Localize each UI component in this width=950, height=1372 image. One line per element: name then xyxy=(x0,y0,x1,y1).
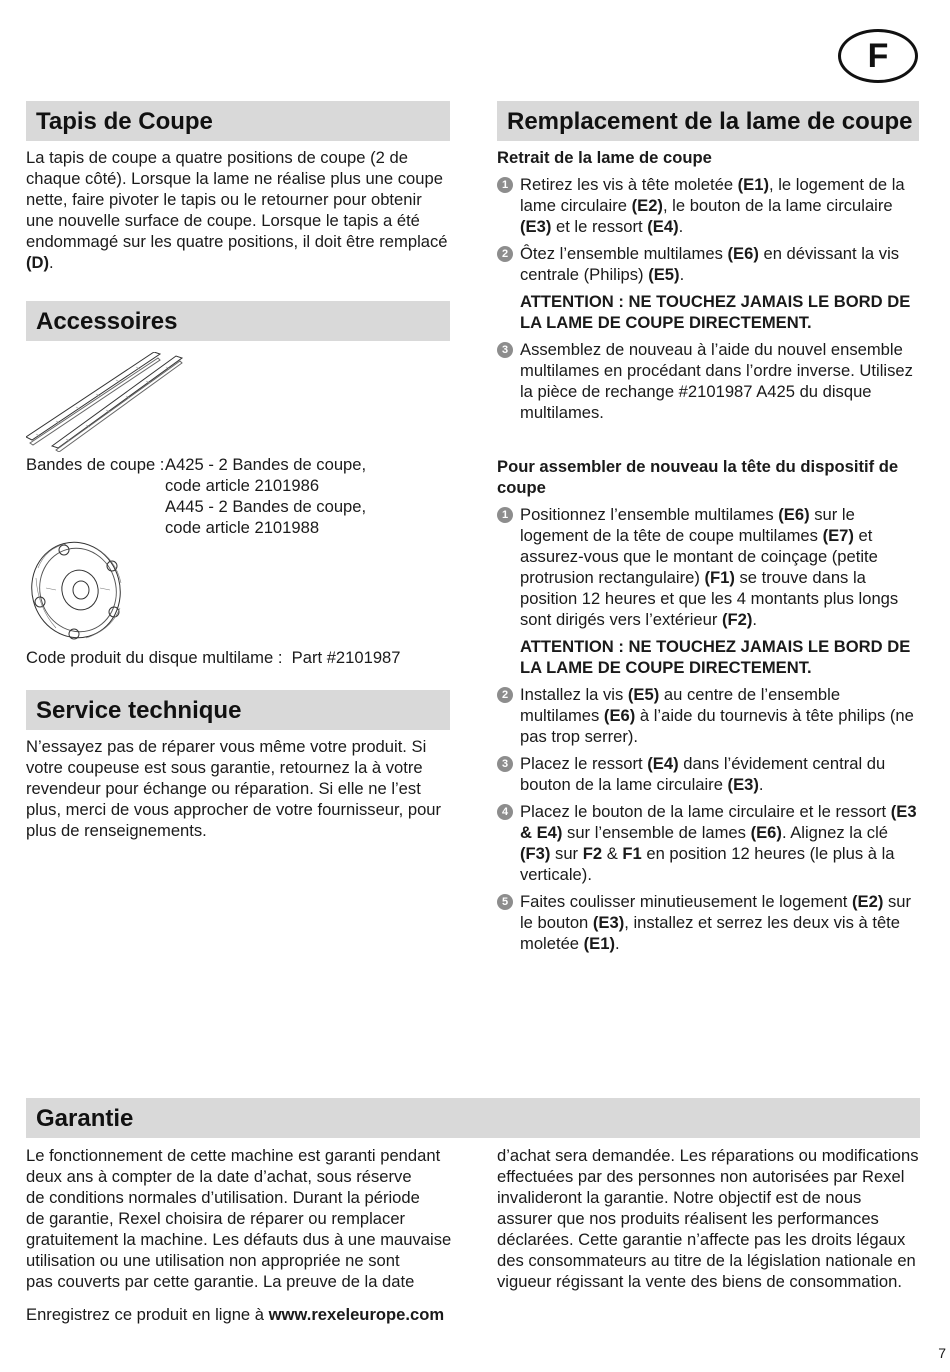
garantie-line: de conditions normales d’utilisation. Durant la période xyxy=(26,1188,420,1207)
step-number-icon: 3 xyxy=(497,342,513,358)
step-number-icon: 2 xyxy=(497,246,513,262)
step-number-icon: 5 xyxy=(497,894,513,910)
multiblade-disc-illustration xyxy=(26,538,126,642)
step-number-icon: 2 xyxy=(497,687,513,703)
garantie-line: assurer que nos produits réalisent les performances xyxy=(497,1209,879,1228)
tapis-ref: (D) xyxy=(26,253,50,272)
service-title: Service technique xyxy=(36,696,242,724)
retrait-step-2: 2 Ôtez l’ensemble multilames (E6) en dévissant la vis centrale (Philips) (E5). xyxy=(497,243,919,285)
garantie-line: invalideront la garantie. Notre objectif est de nous xyxy=(497,1188,862,1207)
retrait-step-3: 3 Assemblez de nouveau à l’aide du nouvel ensemble multilames en procédant dans l’ordre inverse. Utilisez la pièce de rechange #2101987 A425 du disque multilames. xyxy=(497,339,919,423)
cutting-strips-illustration xyxy=(26,352,186,452)
garantie-title: Garantie xyxy=(36,1104,134,1132)
accessoires-title: Accessoires xyxy=(36,307,178,335)
register-line xyxy=(26,1304,466,1325)
assembler-warning: ATTENTION : NE TOUCHEZ JAMAIS LE BORD DE LA LAME DE COUPE DIRECTEMENT. xyxy=(520,637,911,677)
register-text: Enregistrez ce produit en ligne à xyxy=(26,1305,269,1324)
garantie-line: Le fonctionnement de cette machine est garanti pendant xyxy=(26,1146,441,1165)
retrait-warning: ATTENTION : NE TOUCHEZ JAMAIS LE BORD DE LA LAME DE COUPE DIRECTEMENT. xyxy=(520,292,911,332)
bandes-label: Bandes de coupe : xyxy=(26,455,165,474)
garantie-line: déclarées. Cette garantie n’affecte pas les droits légaux xyxy=(497,1230,906,1249)
garantie-line: pas couverts par cette garantie. La preuve de la date xyxy=(26,1272,415,1291)
bandes-line-4 xyxy=(26,517,450,538)
accessoires-heading xyxy=(26,301,450,341)
left-column xyxy=(26,101,450,841)
assembler-subtitle: Pour assembler de nouveau la tête du dispositif de coupe xyxy=(497,457,899,497)
assembler-step-4: 4 Placez le bouton de la lame circulaire et le ressort (E3 & E4) sur l’ensemble de lames (E6). Alignez la clé (F3) sur F2 & F1 en position 12 heures (le plus à la verticale). xyxy=(497,801,919,885)
language-badge-letter: F xyxy=(867,36,889,75)
bandes-block xyxy=(26,454,450,538)
garantie-line: utilisation ou une utilisation non appropriée ne sont xyxy=(26,1251,400,1270)
assembler-step-2: 2 Installez la vis (E5) au centre de l’ensemble multilames (E6) à l’aide du tournevis à tête philips (ne pas trop serrer). xyxy=(497,684,919,747)
garantie-line: effectuées par des personnes non autorisées par Rexel xyxy=(497,1167,905,1186)
bandes-line-2 xyxy=(26,475,450,496)
tapis-title: Tapis de Coupe xyxy=(36,107,213,135)
garantie-line: des consommateurs au titre de la législation nationale en xyxy=(497,1251,916,1270)
bandes-value-2: code article 2101986 xyxy=(165,476,320,495)
step-number-icon: 4 xyxy=(497,804,513,820)
tapis-text: La tapis de coupe a quatre positions de coupe (2 de chaque côté). Lorsque la lame ne réalise plus une coupe nette, faire pivoter le tapis ou le retourner pour obtenir une nouvelle surface de coupe. Lorsque le tapis a été endommagé sur les quatre positions, il doit être remplacé xyxy=(26,148,448,251)
service-paragraph: N’essayez pas de réparer vous même votre produit. Si votre coupeuse est sous garantie, retournez la à votre revendeur pour échange ou réparation. Si elle ne l’est plus, merci de vous approcher de votre fournisseur, pour plus de renseignements. xyxy=(26,737,442,840)
page-number: 7 xyxy=(938,1345,946,1361)
bandes-line-1 xyxy=(26,454,450,475)
right-column xyxy=(497,101,919,954)
retrait-step-1: 1 Retirez les vis à tête moletée (E1), le logement de la lame circulaire (E2), le bouton de la lame circulaire (E3) et le ressort (E4). xyxy=(497,174,919,237)
step-number-icon: 3 xyxy=(497,756,513,772)
remplacement-heading xyxy=(497,101,919,141)
bandes-line-3 xyxy=(26,496,450,517)
bandes-value-4: code article 2101988 xyxy=(165,518,320,537)
garantie-left xyxy=(26,1145,466,1325)
assembler-step-5: 5 Faites coulisser minutieusement le logement (E2) sur le bouton (E3), installez et serrez les deux vis à tête moletée (E1). xyxy=(497,891,919,954)
garantie-right xyxy=(497,1145,919,1292)
tapis-heading xyxy=(26,101,450,141)
step-number-icon: 1 xyxy=(497,507,513,523)
bandes-value-3: A445 - 2 Bandes de coupe, xyxy=(165,497,367,516)
garantie-line: d’achat sera demandée. Les réparations ou modifications xyxy=(497,1146,919,1165)
bandes-value-1: A425 - 2 Bandes de coupe, xyxy=(165,455,367,474)
retrait-subtitle: Retrait de la lame de coupe xyxy=(497,148,712,167)
garantie-line: vigueur régissant la vente des biens de consommation. xyxy=(497,1272,902,1291)
disque-code: Code produit du disque multilame : Part #2101987 xyxy=(26,648,401,667)
garantie-line: deux ans à compter de la date d’achat, sous réserve xyxy=(26,1167,412,1186)
language-badge xyxy=(838,29,918,83)
remplacement-title: Remplacement de la lame de coupe xyxy=(507,107,913,135)
tapis-text-end: . xyxy=(49,253,54,272)
service-heading xyxy=(26,690,450,730)
garantie-heading xyxy=(26,1098,920,1138)
garantie-line: gratuitement la machine. Les défauts dus à une mauvaise xyxy=(26,1230,452,1249)
garantie-line: de garantie, Rexel choisira de réparer ou remplacer xyxy=(26,1209,406,1228)
step-number-icon: 1 xyxy=(497,177,513,193)
register-link[interactable]: www.rexeleurope.com xyxy=(268,1305,445,1324)
assembler-step-1: 1 Positionnez l’ensemble multilames (E6) sur le logement de la tête de coupe multilames (E7) et assurez-vous que le montant de coinçage (petite protrusion rectangulaire) (F1) se trouve dans la position 12 heures et que les 4 montants plus longs sont dirigés vers l’extérieur (F2). xyxy=(497,504,919,630)
assembler-step-3: 3 Placez le ressort (E4) dans l’évidement central du bouton de la lame circulaire (E3). xyxy=(497,753,919,795)
tapis-paragraph xyxy=(26,147,450,273)
